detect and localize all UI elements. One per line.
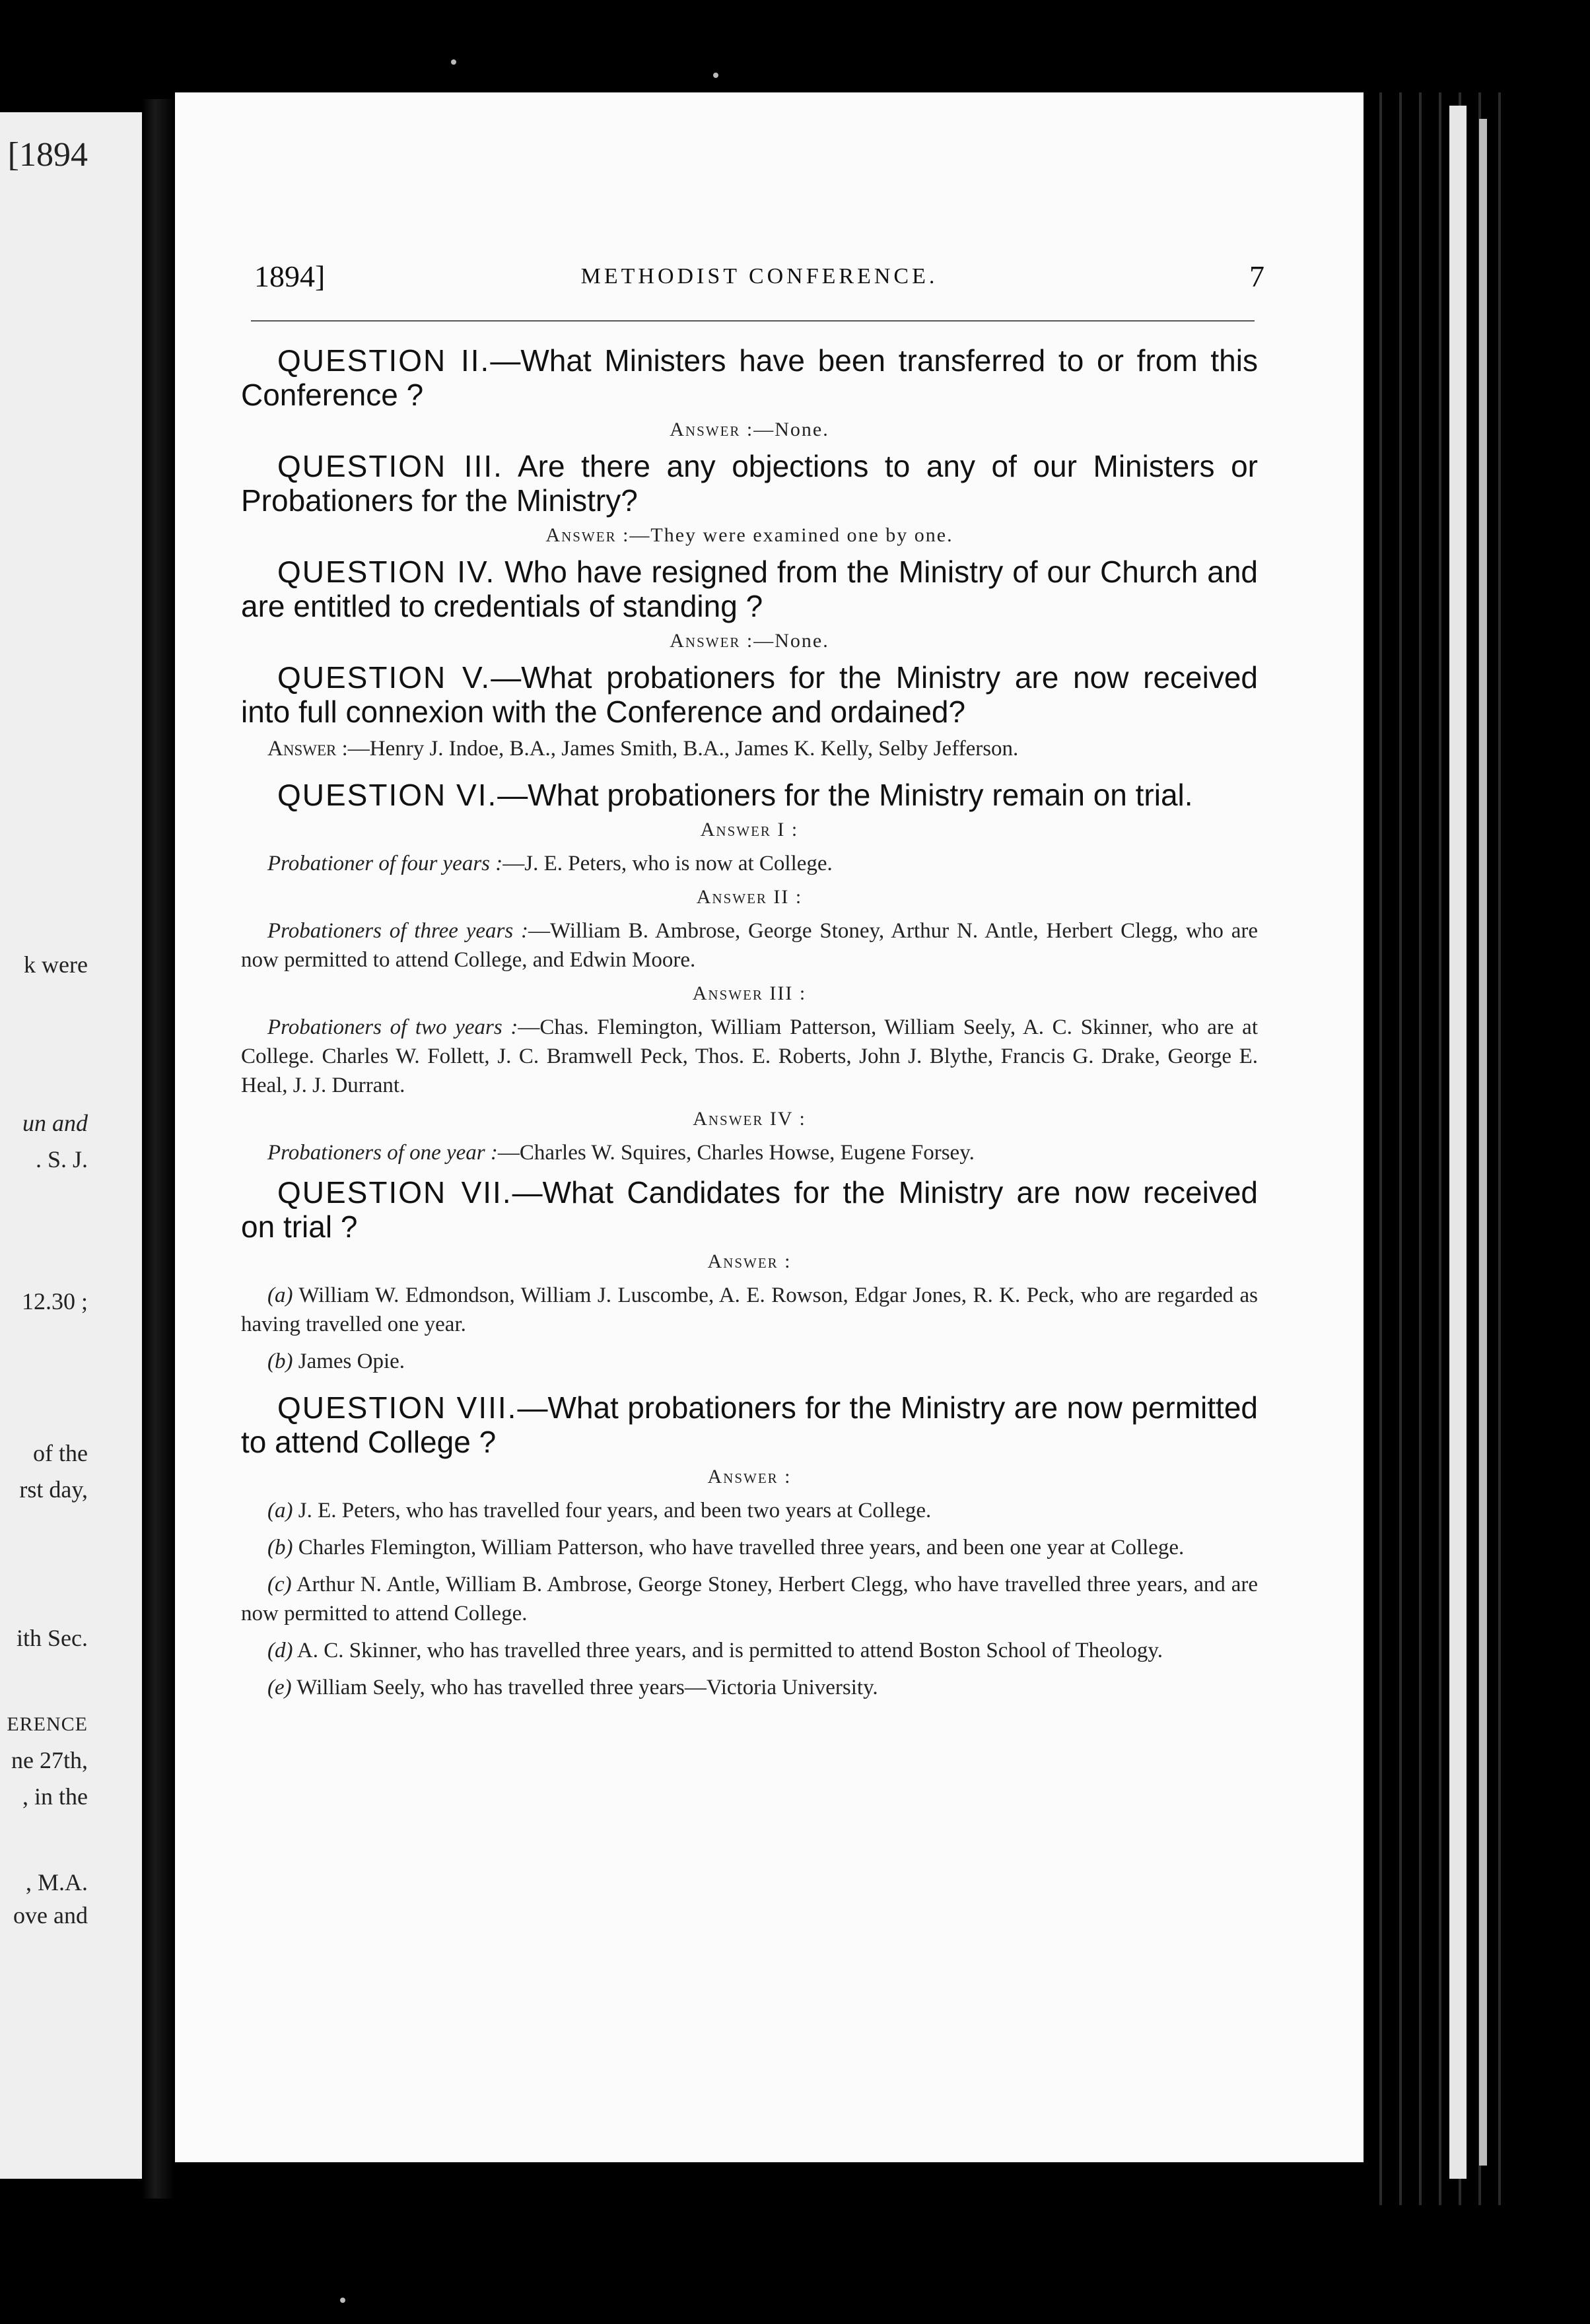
answer-heading-text: Answer : [707,1250,792,1272]
answer-text: —William B. Ambrose, George Stoney, Arthur N. Antle, Herbert Clegg, who are now permitted to attend College, and Edwin Moore. [241,919,1258,972]
page-number: 7 [1249,259,1264,293]
answer-line [241,419,1258,441]
item-text: William Seely, who has travelled three years—Victoria University. [296,1676,878,1699]
item-marker: (d) [267,1639,293,1662]
answer-lead: Probationer of four years : [267,852,503,875]
question-text: Are there any objections to any of our Ministers or Probationers for the Ministry? [241,449,1258,518]
answer-text: —Chas. Flemington, William Patterson, William Seely, A. C. Skinner, who are at College. Charles W. Follett, J. C. Bramwell Peck, Thos. E. Roberts, John J. Blythe, Francis G. Drake, George E. Heal, J. J. Durrant. [241,1015,1259,1097]
left-page-fragment: . S. J. [35,1146,88,1173]
question-label: QUESTION IV. [277,555,496,589]
question-label: QUESTION VI. [277,778,498,812]
answer-label: Answer : [670,419,754,440]
answer-heading [241,1108,1258,1130]
question-label: QUESTION II. [277,343,491,378]
question-text: —What probationers for the Ministry are now permitted to attend College ? [241,1390,1259,1459]
question-5 [241,660,1258,729]
item-text: William W. Edmondson, William J. Luscombe, A. E. Rowson, Edgar Jones, R. K. Peck, who are regarded as having travelled one year. [241,1283,1258,1336]
answer-paragraph [241,849,1258,878]
question-label: QUESTION VIII. [277,1390,518,1425]
answer-item [241,1533,1258,1562]
item-text: A. C. Skinner, who has travelled three years, and is permitted to attend Boston School of Theology. [296,1639,1163,1662]
left-page-fragment: , in the [22,1783,88,1810]
left-page-fragment: ove and [13,1902,88,1929]
answer-paragraph [241,916,1258,974]
answer-line [241,630,1258,652]
left-page-fragment: of the [33,1440,88,1466]
question-label: QUESTION V. [277,660,491,695]
left-page-fragment: 12.30 ; [21,1288,88,1315]
scan-speck [713,73,718,78]
answer-heading-text: Answer III : [692,982,807,1004]
item-text: J. E. Peters, who has travelled four years, and been two years at College. [298,1499,932,1522]
answer-item [241,1347,1258,1376]
answer-heading-text: Answer : [707,1466,792,1487]
answer-heading-text: Answer II : [696,886,803,908]
item-text: James Opie. [298,1350,405,1373]
answer-lead: Probationers of two years : [267,1015,518,1039]
left-page-fragment: ne 27th, [11,1747,88,1773]
page-edge [1449,106,1467,2179]
answer-lead: Probationers of one year : [267,1141,498,1165]
answer-heading [241,886,1258,908]
answer-heading [241,1466,1258,1488]
answer-line [241,524,1258,547]
answer-text: —J. E. Peters, who is now at College. [502,852,833,875]
previous-page-fragment [0,112,142,2179]
item-marker: (b) [267,1350,293,1373]
item-marker: (a) [267,1499,293,1522]
question-7 [241,1175,1258,1244]
left-page-fragment: rst day, [19,1476,88,1503]
item-text: Charles Flemington, William Patterson, who have travelled three years, and been one year at College. [298,1536,1185,1559]
left-page-fragment: [1894 [7,136,88,174]
left-page-fragment: , M.A. [25,1869,88,1896]
item-marker: (c) [267,1573,292,1596]
header-rule [251,320,1255,322]
answer-heading-text: Answer I : [700,819,799,840]
answer-label: Answer : [267,737,348,761]
question-text: Who have resigned from the Ministry of our Church and are entitled to credentials of standing ? [241,555,1259,623]
question-6 [241,778,1258,812]
item-marker: (e) [267,1676,292,1699]
answer-text: —Henry J. Indoe, B.A., James Smith, B.A., James K. Kelly, Selby Jefferson. [347,737,1019,761]
answer-text: —They were examined one by one. [629,524,953,546]
running-head [254,259,1264,305]
answer-label: Answer : [670,630,754,652]
book-gutter [142,99,175,2199]
question-4 [241,555,1258,623]
header-year: 1894] [254,259,326,293]
answer-item [241,1281,1258,1339]
answer-text: —Charles W. Squires, Charles Howse, Eugene Forsey. [497,1141,975,1165]
left-page-fragment: ith Sec. [17,1625,88,1651]
question-label: QUESTION III. [277,449,503,483]
left-page-fragment: un and [22,1110,88,1136]
scan-speck [451,59,456,65]
answer-item [241,1570,1258,1628]
left-page-fragment: k were [24,951,88,978]
item-marker: (a) [267,1283,293,1307]
answer-paragraph [241,1138,1258,1167]
answer-heading [241,819,1258,841]
question-text: —What probationers for the Ministry are now received into full connexion with the Conference and ordained? [241,660,1258,729]
question-text: —What Ministers have been transferred to or from this Conference ? [241,343,1258,412]
answer-heading [241,1250,1258,1273]
item-text: Arthur N. Antle, William B. Ambrose, George Stoney, Herbert Clegg, who have travelled three years, and are now permitted to attend College. [241,1573,1258,1625]
answer-paragraph [241,1013,1258,1100]
page-edge [1479,119,1487,2166]
question-3 [241,449,1258,518]
question-label: QUESTION VII. [277,1175,512,1210]
answer-lead: Probationers of three years : [267,919,529,943]
item-marker: (b) [267,1536,293,1559]
question-text: —What Candidates for the Ministry are now received on trial ? [241,1175,1258,1244]
answer-item [241,1636,1258,1665]
answer-text: —None. [753,419,829,440]
answer-item [241,1496,1258,1525]
answer-heading [241,982,1258,1005]
answer-paragraph [241,734,1258,763]
answer-label: Answer : [545,524,630,546]
answer-text: —None. [753,630,829,652]
answer-heading-text: Answer IV : [693,1108,806,1130]
header-title: METHODIST CONFERENCE. [580,264,938,289]
book-page-edges [1370,92,1509,2205]
question-8 [241,1390,1258,1459]
question-text: —What probationers for the Ministry remain on trial. [497,778,1193,812]
scan-speck [340,2298,345,2303]
page-content [241,343,1258,1710]
answer-item [241,1673,1258,1702]
question-2 [241,343,1258,412]
left-page-fragment: ERENCE [7,1713,88,1735]
